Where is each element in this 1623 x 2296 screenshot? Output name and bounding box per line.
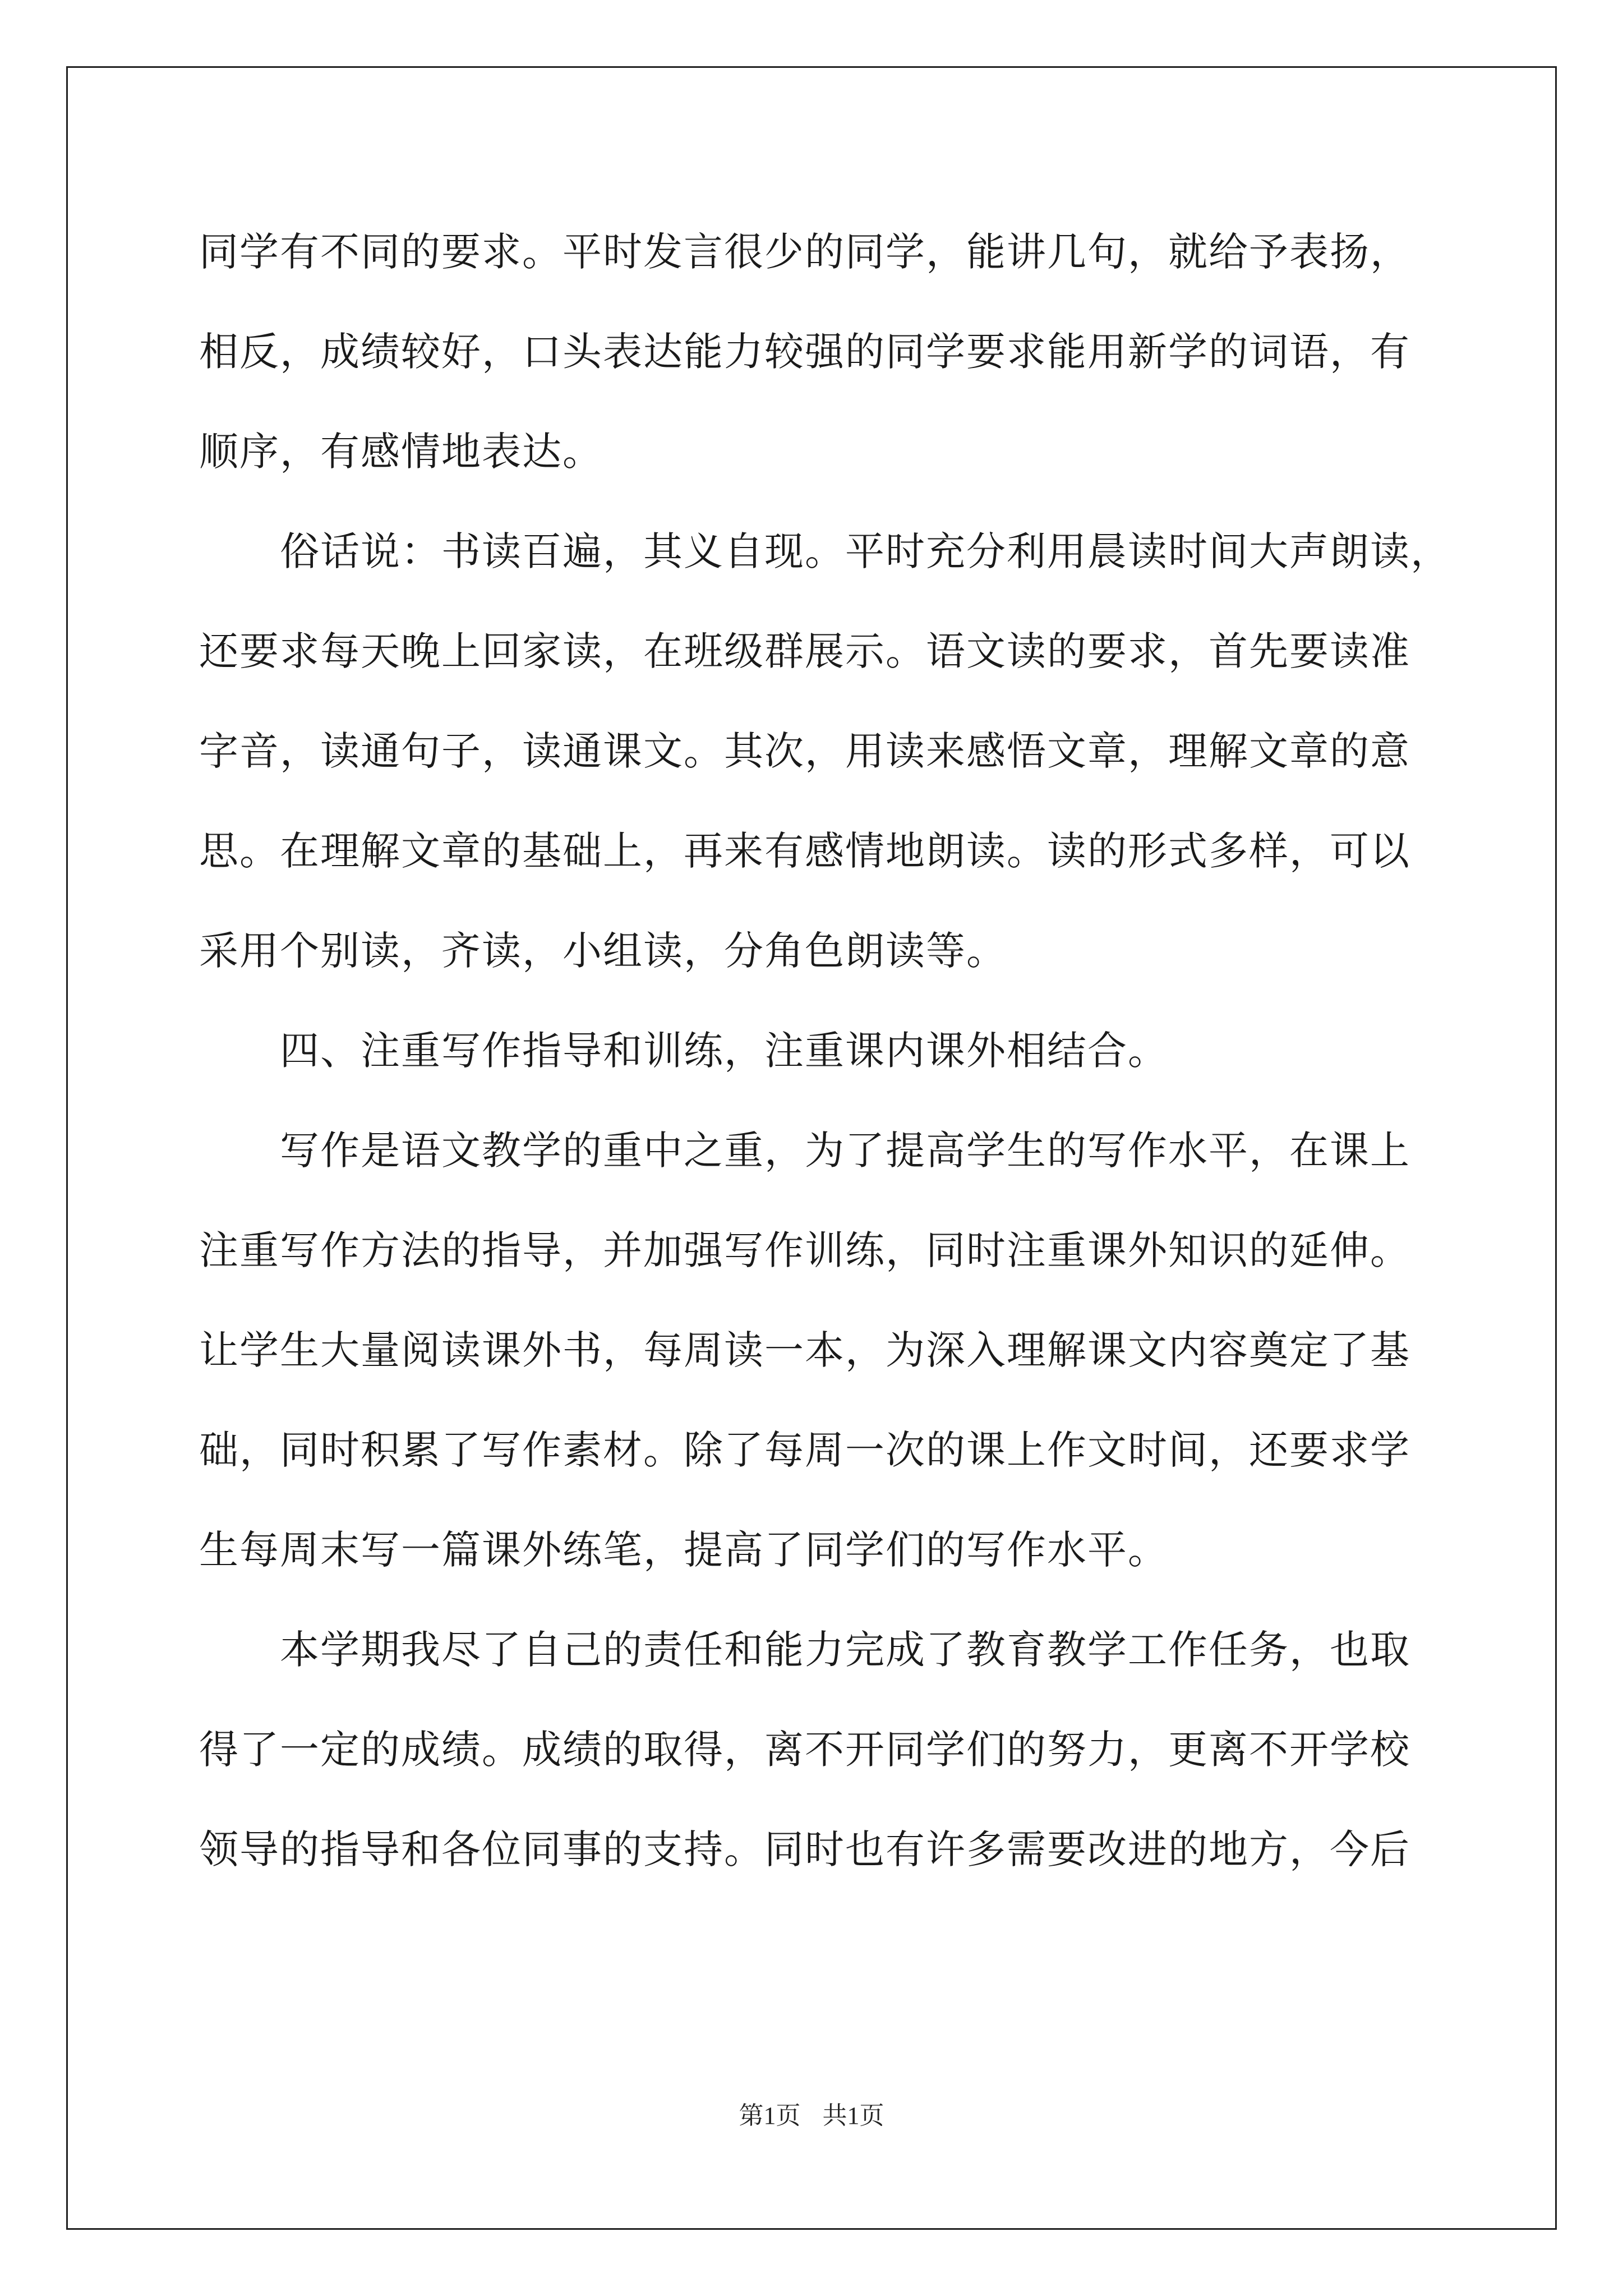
page-number: 第1页 [739,2102,801,2129]
page-footer [0,2095,1623,2131]
text-line: 注重写作方法的指导，并加强写作训练，同时注重课外知识的延伸。 [199,1227,1410,1273]
text-line: 让学生大量阅读课外书，每周读一本，为深入理解课文内容奠定了基 [199,1327,1410,1373]
text-line: 采用个别读，齐读，小组读，分角色朗读等。 [199,928,1007,974]
text-line: 四、注重写作指导和训练，注重课内课外相结合。 [280,1028,1168,1074]
text-line: 同学有不同的要求。平时发言很少的同学，能讲几句，就给予表扬， [199,229,1410,275]
text-line: 得了一定的成绩。成绩的取得，离不开同学们的努力，更离不开学校 [199,1727,1410,1773]
page-total: 共1页 [822,2102,884,2129]
text-line: 顺序，有感情地表达。 [199,429,603,475]
text-line: 本学期我尽了自己的责任和能力完成了教育教学工作任务，也取 [280,1627,1410,1673]
text-line: 生每周末写一篇课外练笔，提高了同学们的写作水平。 [199,1527,1168,1573]
text-line: 相反，成绩较好，口头表达能力较强的同学要求能用新学的词语，有 [199,329,1410,375]
text-line: 还要求每天晚上回家读，在班级群展示。语文读的要求，首先要读准 [199,628,1410,674]
text-line: 字音，读通句子，读通课文。其次，用读来感悟文章，理解文章的意 [199,728,1410,774]
text-line: 领导的指导和各位同事的支持。同时也有许多需要改进的地方，今后 [199,1826,1410,1872]
text-line: 思。在理解文章的基础上，再来有感情地朗读。读的形式多样，可以 [199,828,1410,874]
text-line: 写作是语文教学的重中之重，为了提高学生的写作水平，在课上 [280,1128,1410,1174]
document-body [199,202,1451,1899]
text-line: 俗话说：书读百遍，其义自现。平时充分利用晨读时间大声朗读， [280,528,1451,574]
text-line: 础，同时积累了写作素材。除了每周一次的课上作文时间，还要求学 [199,1427,1410,1473]
